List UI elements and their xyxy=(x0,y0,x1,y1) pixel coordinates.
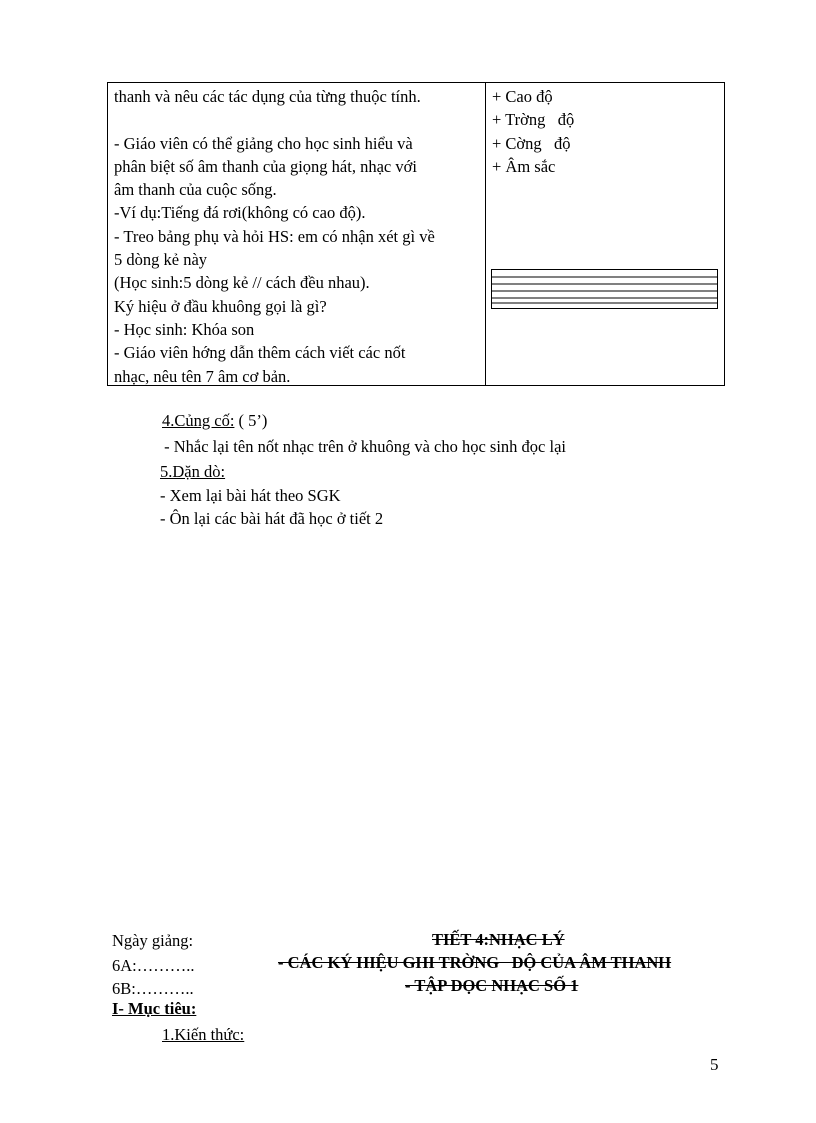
teacher-activity-column xyxy=(114,85,478,388)
lesson-subtitle-2: - TẬP ĐỌC NHẠC SỐ 1 xyxy=(405,976,579,995)
section-heading: I- Mục tiêu: xyxy=(112,999,197,1018)
lesson-title: TIẾT 4:NHẠC LÝ xyxy=(432,930,565,949)
activity-line: (Học sinh:5 dòng kẻ // cách đều nhau). xyxy=(114,273,370,293)
content-item: + Âm sắc xyxy=(492,156,556,176)
activity-line: - Treo bảng phụ và hỏi HS: em có nhận xét gì về xyxy=(114,226,435,246)
column-divider xyxy=(485,83,486,385)
lesson-table xyxy=(107,82,725,386)
activity-line xyxy=(114,108,478,131)
consolidation-time: ( 5’) xyxy=(234,411,268,430)
lesson-subtitle: - CÁC KÝ HIỆU GHI TRỜNG ĐỘ CỦA ÂM THANH xyxy=(278,953,672,972)
activity-line: Ký hiệu ở đầu khuông gọi là gì? xyxy=(114,296,327,316)
activity-line: - Giáo viên hớng dẫn thêm cách viết các nốt xyxy=(114,343,406,363)
music-staff xyxy=(491,269,718,309)
date-label: Ngày giảng: xyxy=(112,931,194,950)
consolidation-line: - Nhắc lại tên nốt nhạc trên ở khuông và cho học sinh đọc lại xyxy=(160,437,566,456)
activity-line: thanh và nêu các tác dụng của từng thuộc tính. xyxy=(114,87,421,106)
activity-line: - Giáo viên có thể giảng cho học sinh hiểu và xyxy=(114,133,413,153)
homework-item: - Xem lại bài hát theo SGK xyxy=(160,486,341,505)
homework-heading: 5.Dặn dò: xyxy=(160,462,226,481)
activity-line: -Ví dụ:Tiếng đá rơi(không có cao độ). xyxy=(114,203,366,223)
content-item: + Cờng độ xyxy=(492,133,571,153)
content-item: + Trờng độ xyxy=(492,110,575,130)
page-number: 5 xyxy=(710,1055,719,1074)
consolidation-heading: 4.Củng cố: xyxy=(162,411,235,430)
activity-line: phân biệt số âm thanh của giọng hát, nhạc với xyxy=(114,156,417,176)
class-b-field: 6B:……….. xyxy=(112,979,194,998)
activity-line: 5 dòng kẻ này xyxy=(114,250,208,270)
consolidation-heading-line xyxy=(162,410,267,431)
content-item: + Cao độ xyxy=(492,87,553,106)
homework-item: - Ôn lại các bài hát đã học ở tiết 2 xyxy=(160,509,384,528)
content-column xyxy=(492,85,574,178)
class-a-field: 6A:……….. xyxy=(112,956,195,975)
activity-line: nhạc, nêu tên 7 âm cơ bản. xyxy=(114,366,291,386)
subsection-heading: 1.Kiến thức: xyxy=(162,1025,245,1044)
activity-line: - Học sinh: Khóa son xyxy=(114,319,255,339)
activity-line: âm thanh của cuộc sống. xyxy=(114,180,277,200)
